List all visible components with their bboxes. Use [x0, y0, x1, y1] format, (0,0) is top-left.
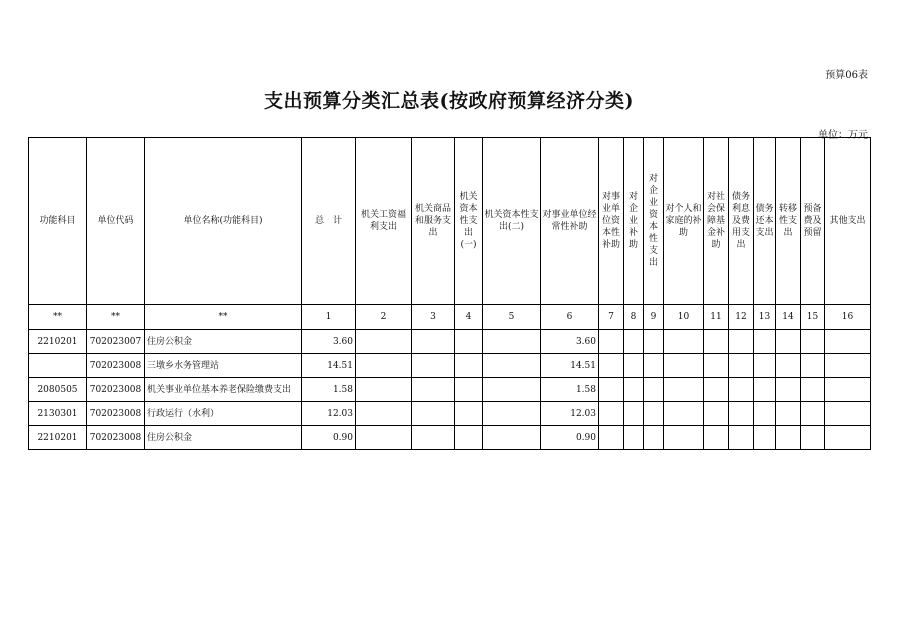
- col-header: 对个人和家庭的补助: [664, 138, 704, 305]
- unit-name-cell: 三墩乡水务管理站: [145, 354, 302, 378]
- empty-cell: [754, 354, 776, 378]
- col-number: 8: [624, 305, 644, 330]
- subsidy-cell: 1.58: [541, 378, 599, 402]
- col-number: 4: [455, 305, 483, 330]
- col-number: 7: [599, 305, 624, 330]
- empty-cell: [599, 426, 624, 450]
- empty-cell: [776, 402, 801, 426]
- empty-cell: [825, 402, 871, 426]
- empty-cell: [624, 426, 644, 450]
- col-number: 10: [664, 305, 704, 330]
- empty-cell: [754, 330, 776, 354]
- func-code-cell: 2210201: [29, 330, 87, 354]
- col-header-code: 单位代码: [87, 138, 145, 305]
- col-header: 债务利息及费用支出: [729, 138, 754, 305]
- empty-cell: [483, 402, 541, 426]
- total-cell: 0.90: [302, 426, 356, 450]
- empty-cell: [664, 354, 704, 378]
- empty-cell: [644, 354, 664, 378]
- empty-cell: [412, 378, 455, 402]
- empty-cell: [455, 354, 483, 378]
- empty-cell: [704, 378, 729, 402]
- col-header: 其他支出: [825, 138, 871, 305]
- table-row: [29, 354, 871, 378]
- empty-cell: [483, 354, 541, 378]
- col-number: 11: [704, 305, 729, 330]
- col-header-name: 单位名称(功能科目): [145, 138, 302, 305]
- col-header: 对事业单位资本性补助: [599, 138, 624, 305]
- func-code-cell: 2210201: [29, 426, 87, 450]
- col-number: 9: [644, 305, 664, 330]
- table-row: [29, 378, 871, 402]
- empty-cell: [776, 378, 801, 402]
- empty-cell: [729, 354, 754, 378]
- subsidy-cell: 0.90: [541, 426, 599, 450]
- col-header: 机关资本性支出(一): [455, 138, 483, 305]
- col-header: 机关资本性支出(二): [483, 138, 541, 305]
- col-header-total: 总 计: [302, 138, 356, 305]
- empty-cell: [455, 378, 483, 402]
- empty-cell: [356, 354, 412, 378]
- empty-cell: [412, 330, 455, 354]
- col-number: 14: [776, 305, 801, 330]
- col-number: 6: [541, 305, 599, 330]
- empty-cell: [776, 426, 801, 450]
- total-cell: 12.03: [302, 402, 356, 426]
- empty-cell: [754, 402, 776, 426]
- col-number: 2: [356, 305, 412, 330]
- empty-cell: [776, 330, 801, 354]
- subsidy-cell: 14.51: [541, 354, 599, 378]
- empty-cell: [356, 402, 412, 426]
- empty-cell: [704, 330, 729, 354]
- empty-cell: [455, 426, 483, 450]
- col-header: 预备费及预留: [801, 138, 825, 305]
- empty-cell: [776, 354, 801, 378]
- empty-cell: [729, 402, 754, 426]
- unit-name-cell: 机关事业单位基本养老保险缴费支出: [145, 378, 302, 402]
- total-cell: 1.58: [302, 378, 356, 402]
- empty-cell: [729, 330, 754, 354]
- empty-cell: [483, 330, 541, 354]
- empty-cell: [412, 402, 455, 426]
- empty-cell: [356, 426, 412, 450]
- empty-cell: [412, 426, 455, 450]
- header-row: [29, 138, 871, 305]
- col-number: **: [145, 305, 302, 330]
- empty-cell: [599, 378, 624, 402]
- func-code-cell: 2130301: [29, 402, 87, 426]
- func-code-cell: 2080505: [29, 378, 87, 402]
- empty-cell: [455, 330, 483, 354]
- unit-code-cell: 702023007: [87, 330, 145, 354]
- empty-cell: [644, 330, 664, 354]
- empty-cell: [644, 378, 664, 402]
- empty-cell: [483, 426, 541, 450]
- col-number: 5: [483, 305, 541, 330]
- empty-cell: [624, 354, 644, 378]
- empty-cell: [455, 402, 483, 426]
- col-header: 对企业资本性支出: [644, 138, 664, 305]
- empty-cell: [704, 402, 729, 426]
- subsidy-cell: 12.03: [541, 402, 599, 426]
- unit-code-cell: 702023008: [87, 378, 145, 402]
- empty-cell: [801, 354, 825, 378]
- empty-cell: [624, 330, 644, 354]
- empty-cell: [664, 330, 704, 354]
- page-title: 支出预算分类汇总表(按政府预算经济分类): [264, 90, 634, 112]
- empty-cell: [664, 426, 704, 450]
- unit-code-cell: 702023008: [87, 402, 145, 426]
- col-header: 对社会保障基金补助: [704, 138, 729, 305]
- empty-cell: [483, 378, 541, 402]
- col-number: 13: [754, 305, 776, 330]
- col-header: 转移性支出: [776, 138, 801, 305]
- col-number: 3: [412, 305, 455, 330]
- empty-cell: [599, 330, 624, 354]
- total-cell: 3.60: [302, 330, 356, 354]
- empty-cell: [729, 378, 754, 402]
- empty-cell: [644, 426, 664, 450]
- empty-cell: [356, 378, 412, 402]
- empty-cell: [356, 330, 412, 354]
- unit-name-cell: 住房公积金: [145, 330, 302, 354]
- empty-cell: [644, 402, 664, 426]
- empty-cell: [754, 378, 776, 402]
- empty-cell: [825, 354, 871, 378]
- unit-code-cell: 702023008: [87, 426, 145, 450]
- col-number: **: [87, 305, 145, 330]
- empty-cell: [704, 426, 729, 450]
- col-header: 对事业单位经常性补助: [541, 138, 599, 305]
- total-cell: 14.51: [302, 354, 356, 378]
- empty-cell: [801, 378, 825, 402]
- empty-cell: [412, 354, 455, 378]
- empty-cell: [825, 426, 871, 450]
- empty-cell: [624, 378, 644, 402]
- unit-code-cell: 702023008: [87, 354, 145, 378]
- col-header: 机关商品和服务支出: [412, 138, 455, 305]
- empty-cell: [825, 378, 871, 402]
- empty-cell: [599, 402, 624, 426]
- empty-cell: [825, 330, 871, 354]
- empty-cell: [704, 354, 729, 378]
- col-header: 对企业补助: [624, 138, 644, 305]
- subsidy-cell: 3.60: [541, 330, 599, 354]
- unit-name-cell: 行政运行（水利）: [145, 402, 302, 426]
- empty-cell: [801, 426, 825, 450]
- empty-cell: [801, 330, 825, 354]
- empty-cell: [729, 426, 754, 450]
- empty-cell: [599, 354, 624, 378]
- table-row: [29, 426, 871, 450]
- col-header: 债务还本支出: [754, 138, 776, 305]
- form-code: 预算06表: [825, 70, 868, 81]
- empty-cell: [801, 402, 825, 426]
- unit-name-cell: 住房公积金: [145, 426, 302, 450]
- col-header: 机关工资福利支出: [356, 138, 412, 305]
- empty-cell: [664, 378, 704, 402]
- unit-label: 单位：万元: [818, 130, 868, 141]
- col-number: 15: [801, 305, 825, 330]
- col-number: 1: [302, 305, 356, 330]
- empty-cell: [754, 426, 776, 450]
- table-row: [29, 402, 871, 426]
- column-number-row: [29, 305, 871, 330]
- empty-cell: [624, 402, 644, 426]
- col-header-func: 功能科目: [29, 138, 87, 305]
- table-row: [29, 330, 871, 354]
- col-number: 16: [825, 305, 871, 330]
- budget-table: [28, 137, 871, 450]
- col-number: 12: [729, 305, 754, 330]
- func-code-cell: [29, 354, 87, 378]
- col-number: **: [29, 305, 87, 330]
- empty-cell: [664, 402, 704, 426]
